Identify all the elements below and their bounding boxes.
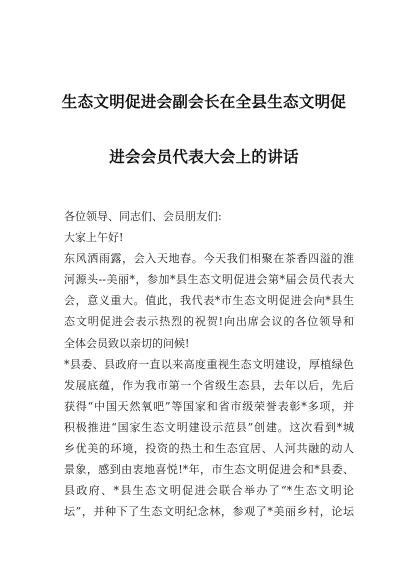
body-line: 乡优美的环境，投资的热土和生态宜居、人河共融的动人: [64, 442, 354, 456]
speech-body: [64, 206, 354, 522]
body-line: 坛”，并种下了生态文明纪念林，参观了*美丽乡村，论坛: [64, 505, 354, 519]
body-line: 东风洒雨露，会入天地春。今天我们相聚在茶香四溢的淮: [64, 252, 354, 266]
body-line: 发展底蕴，作为我市第一个省级生态县，去年以后，先后: [64, 378, 354, 392]
body-line: 县政府、*县生态文明促进会联合举办了“*生态文明论: [64, 484, 354, 498]
salutation-line: 各位领导、同志们、会员朋友们:: [64, 210, 222, 223]
body-line: 积极推进“国家生态文明建设示范县”创建。这次看到*城: [64, 420, 354, 434]
body-line: *县委、县政府一直以来高度重视生态文明建设，厚植绿色: [64, 357, 354, 371]
body-line: 景象，感到由衷地喜悦!*年，市生态文明促进会和*县委、: [64, 463, 354, 477]
body-line: 会，意义重大。值此，我代表*市生态文明促进会向*县生: [64, 294, 354, 308]
body-line: 获得“中国天然氧吧”等国家和省市级荣誉表彰*多项，并: [64, 399, 354, 413]
body-line: 河源头--美丽*，参加*县生态文明促进会第*届会员代表大: [64, 273, 354, 287]
body-line: 态文明促进会表示热烈的祝贺!向出席会议的各位领导和: [64, 315, 354, 329]
document-title-line-1: 生态文明促进会副会长在全县生态文明促: [61, 93, 347, 111]
greeting-line: 大家上午好!: [64, 231, 124, 245]
document-title-line-2: 进会会员代表大会上的讲话: [109, 148, 299, 166]
body-line: 全体会员致以亲切的问候!: [64, 336, 190, 350]
